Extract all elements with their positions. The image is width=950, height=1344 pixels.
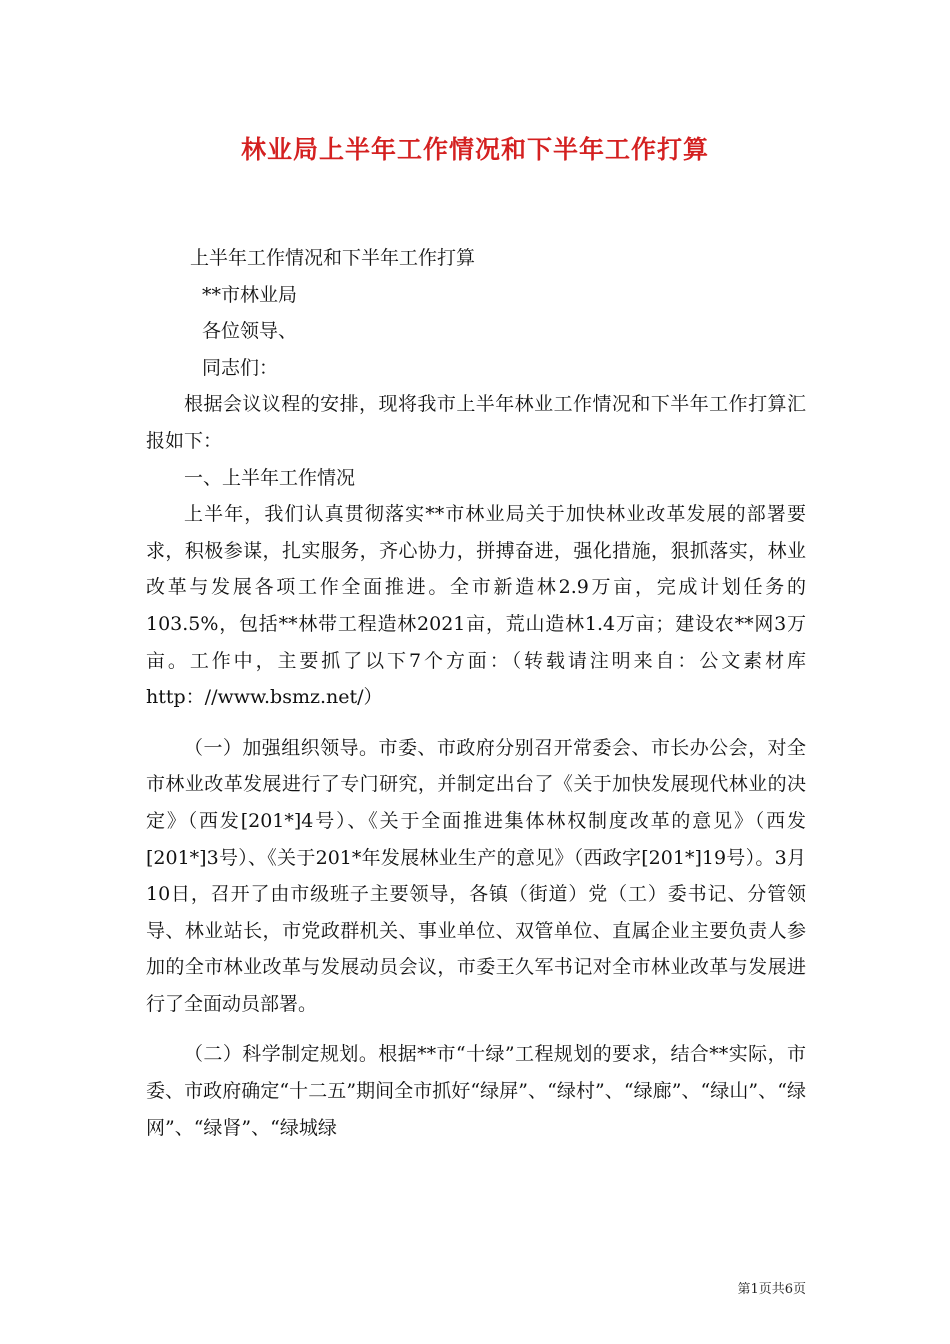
intro-paragraph: 根据会议议程的安排，现将我市上半年林业工作情况和下半年工作打算汇报如下： bbox=[146, 393, 806, 452]
section-heading: 一、上半年工作情况 bbox=[184, 466, 356, 489]
subtitle-line: 上半年工作情况和下半年工作打算 bbox=[190, 247, 476, 269]
document-title: 林业局上半年工作情况和下半年工作打算 bbox=[240, 135, 709, 164]
salutation-line: 同志们： bbox=[202, 356, 279, 379]
issuer-line: **市林业局 bbox=[202, 283, 298, 306]
document-body bbox=[146, 240, 806, 1146]
body-paragraph: （一）加强组织领导。市委、市政府分别召开常委会、市长办公会，对全市林业改革发展进行了专门研究，并制定出台了《关于加快发展现代林业的决定》（西发[201*]4号）、《关于全面推进集体林权制度改革的意见》（西发[201*]3号）、《关于201*年发展林业生产的意见》（西政字[201*]19号）。3月10日，召开了由市级班子主要领导，各镇（街道）党（工）委书记、分管领导、林业站长，市党政群机关、事业单位、双管单位、直属企业主要负责人参加的全市林业改革与发展动员会议，市委王久军书记对全市林业改革与发展进行了全面动员部署。 bbox=[146, 736, 806, 1015]
body-paragraph: 上半年，我们认真贯彻落实**市林业局关于加快林业改革发展的部署要求，积极参谋，扎实服务，齐心协力，拼搏奋进，强化措施，狠抓落实，林业改革与发展各项工作全面推进。全市新造林2.9万亩，完成计划任务的103.5%，包括**林带工程造林2021亩，荒山造林1.4万亩；建设农**网3万亩。工作中，主要抓了以下7个方面：（转载请注明来自：公文素材库 http：//www.bsmz.net/） bbox=[146, 503, 806, 709]
body-paragraph: （二）科学制定规划。根据**市“十绿”工程规划的要求，结合**实际，市委、市政府确定“十二五”期间全市抓好“绿屏”、“绿村”、“绿廊”、“绿山”、“绿网”、“绿肾”、“绿城绿 bbox=[146, 1043, 806, 1139]
page-number: 第1页共6页 bbox=[737, 1282, 806, 1297]
salutation-line: 各位领导、 bbox=[202, 320, 298, 343]
